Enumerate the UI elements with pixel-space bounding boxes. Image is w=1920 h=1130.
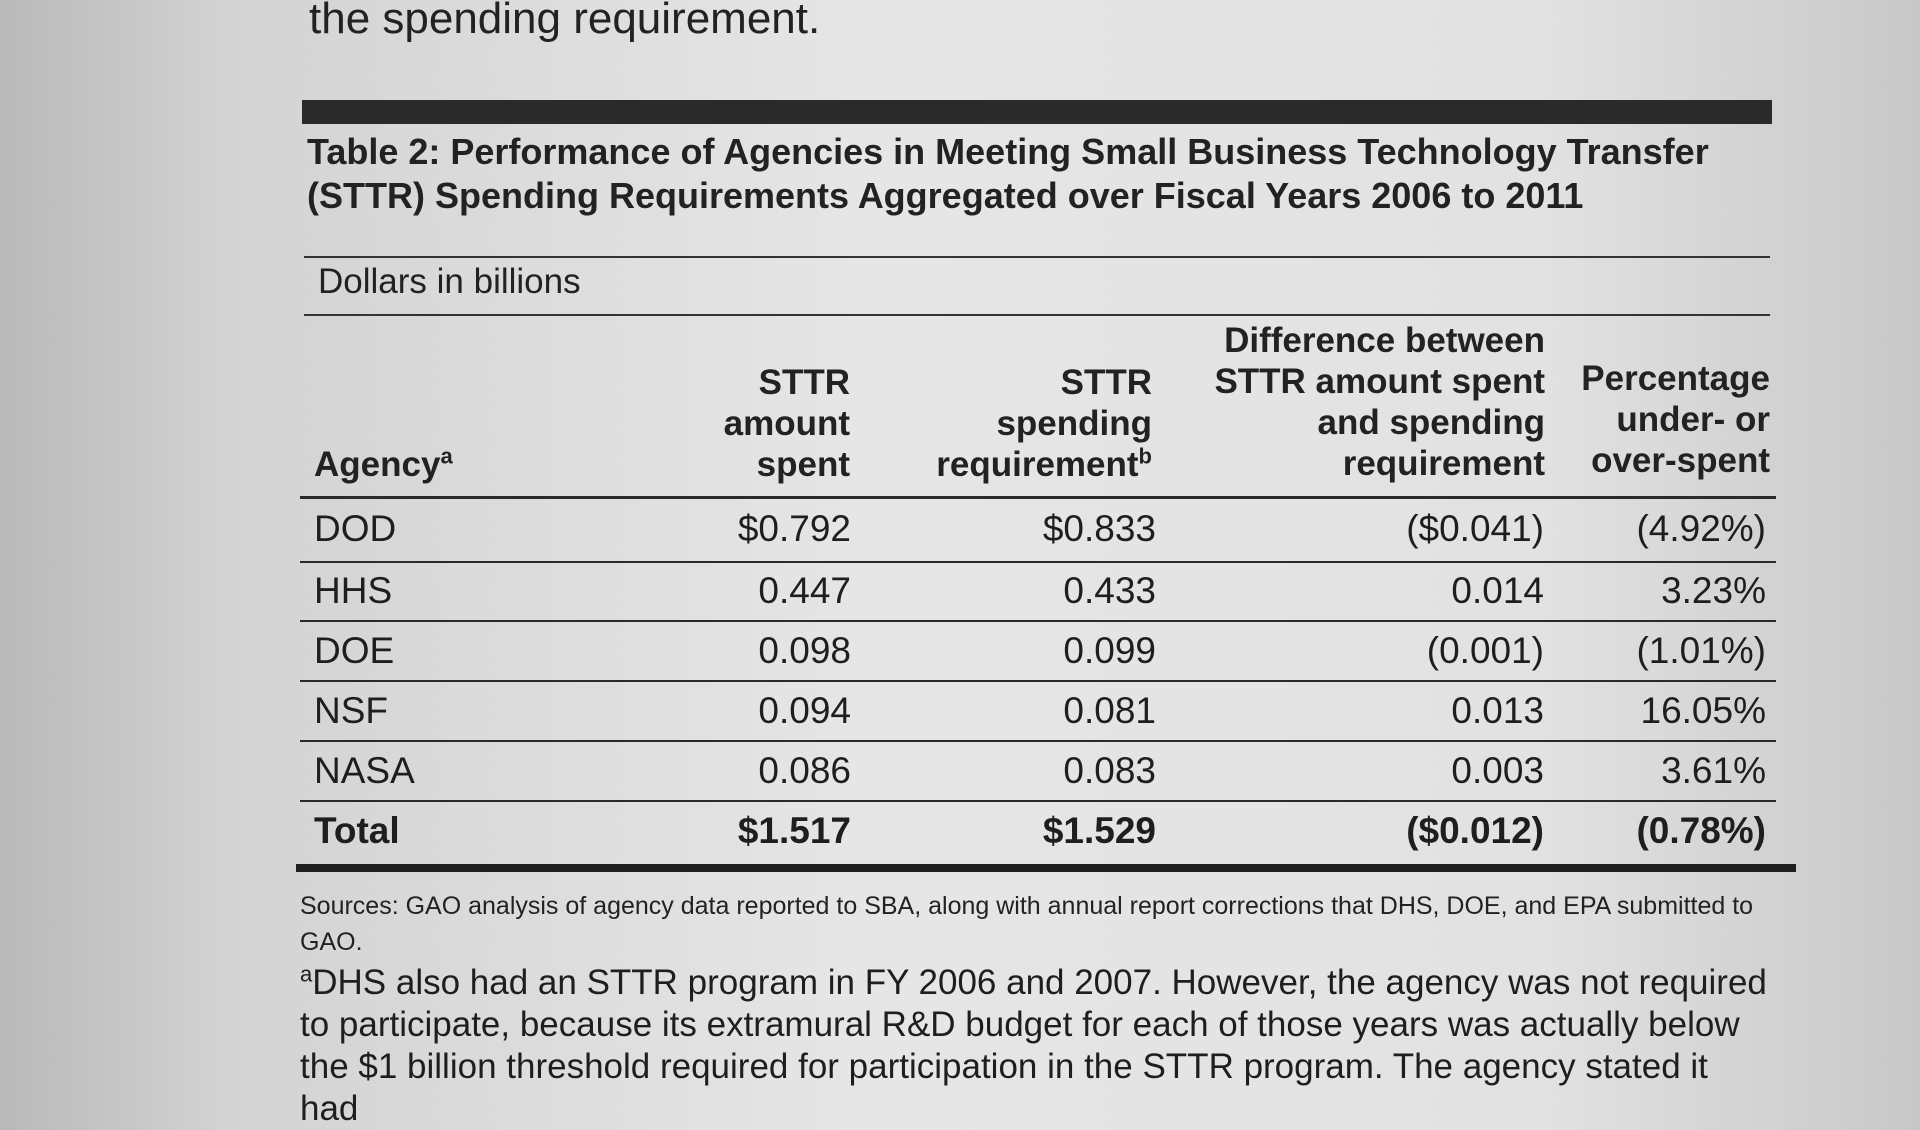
- header-percentage-line: over-spent: [1591, 441, 1770, 480]
- table-row: [300, 682, 1776, 742]
- intro-text: the spending requirement.: [309, 0, 821, 43]
- header-percentage: [1560, 358, 1770, 481]
- sources-note: Sources: GAO analysis of agency data reported to SBA, along with annual report corrections that DHS, DOE, and EPA submitted to GAO.: [300, 892, 1754, 956]
- header-agency: [314, 444, 453, 485]
- header-percentage-line: under- or: [1616, 400, 1770, 439]
- cell-spent: 0.086: [758, 750, 851, 791]
- header-difference-line: and spending: [1317, 403, 1545, 442]
- header-difference-line: Difference between: [1224, 321, 1545, 360]
- cell-agency: DOD: [314, 508, 397, 549]
- footnote-mark: a: [300, 961, 313, 987]
- cell-difference: 0.003: [1451, 750, 1544, 791]
- cell-requirement: 0.081: [1063, 690, 1156, 731]
- header-requirement-label: requirement: [936, 445, 1139, 484]
- cell-difference: 0.013: [1451, 690, 1544, 731]
- table-row: [300, 622, 1776, 682]
- header-difference-line: requirement: [1342, 444, 1545, 483]
- cell-requirement: $1.529: [1042, 810, 1156, 851]
- header-percentage-line: Percentage: [1581, 359, 1770, 398]
- cell-requirement: $0.833: [1042, 508, 1156, 549]
- header-spent-line: spent: [756, 445, 850, 484]
- header-agency-note: a: [440, 443, 453, 469]
- table-row: [300, 500, 1776, 560]
- title-divider: [304, 256, 1770, 258]
- units-divider: [304, 314, 1770, 316]
- cell-spent: 0.447: [758, 570, 851, 611]
- cell-percentage: (1.01%): [1636, 630, 1766, 671]
- cell-difference: ($0.012): [1406, 810, 1544, 851]
- cell-percentage: (0.78%): [1636, 810, 1766, 851]
- cell-percentage: 3.23%: [1661, 570, 1766, 611]
- table-title: Table 2: Performance of Agencies in Meeting Small Business Technology Transfer (STTR) Spending Requirements Aggregated over Fiscal Years 2006 to 2011: [307, 131, 1709, 216]
- header-agency-label: Agency: [314, 445, 441, 484]
- cell-requirement: 0.099: [1063, 630, 1156, 671]
- table-total-row: [300, 802, 1776, 862]
- header-spent-line: amount: [723, 404, 850, 443]
- footnote-text: DHS also had an STTR program in FY 2006 and 2007. However, the agency was not required to participate, because its extramural R&D budget for each of those years was actually below the $1 billion threshold required for participation in the STTR program. The agency stated it had: [300, 963, 1767, 1128]
- header-difference: [1180, 320, 1545, 484]
- header-divider: [300, 496, 1776, 499]
- cell-agency: NSF: [314, 690, 388, 731]
- table-row: [300, 562, 1776, 622]
- cell-requirement: 0.083: [1063, 750, 1156, 791]
- cell-spent: 0.098: [758, 630, 851, 671]
- header-requirement: [880, 362, 1152, 485]
- cell-agency: DOE: [314, 630, 395, 671]
- header-difference-line: STTR amount spent: [1214, 362, 1545, 401]
- footnote-a: [300, 962, 1770, 1130]
- cell-difference: 0.014: [1451, 570, 1544, 611]
- header-spent: [620, 362, 850, 485]
- cell-difference: (0.001): [1426, 630, 1544, 671]
- table-bottom-rule: [296, 864, 1796, 872]
- header-spent-line: STTR: [758, 363, 850, 402]
- table-top-bar: [302, 100, 1772, 124]
- cell-percentage: (4.92%): [1636, 508, 1766, 549]
- cell-spent: $0.792: [737, 508, 851, 549]
- cell-spent: $1.517: [737, 810, 851, 851]
- cell-agency: Total: [314, 810, 400, 851]
- header-requirement-line: [880, 444, 1152, 485]
- cell-percentage: 16.05%: [1640, 690, 1766, 731]
- cell-difference: ($0.041): [1406, 508, 1544, 549]
- units-label: Dollars in billions: [318, 262, 581, 301]
- table-row: [300, 742, 1776, 802]
- header-requirement-line: STTR: [1060, 363, 1152, 402]
- cell-agency: HHS: [314, 570, 393, 611]
- cell-agency: NASA: [314, 750, 415, 791]
- cell-percentage: 3.61%: [1661, 750, 1766, 791]
- cell-requirement: 0.433: [1063, 570, 1156, 611]
- header-requirement-line: spending: [996, 404, 1152, 443]
- cell-spent: 0.094: [758, 690, 851, 731]
- header-requirement-note: b: [1138, 443, 1152, 469]
